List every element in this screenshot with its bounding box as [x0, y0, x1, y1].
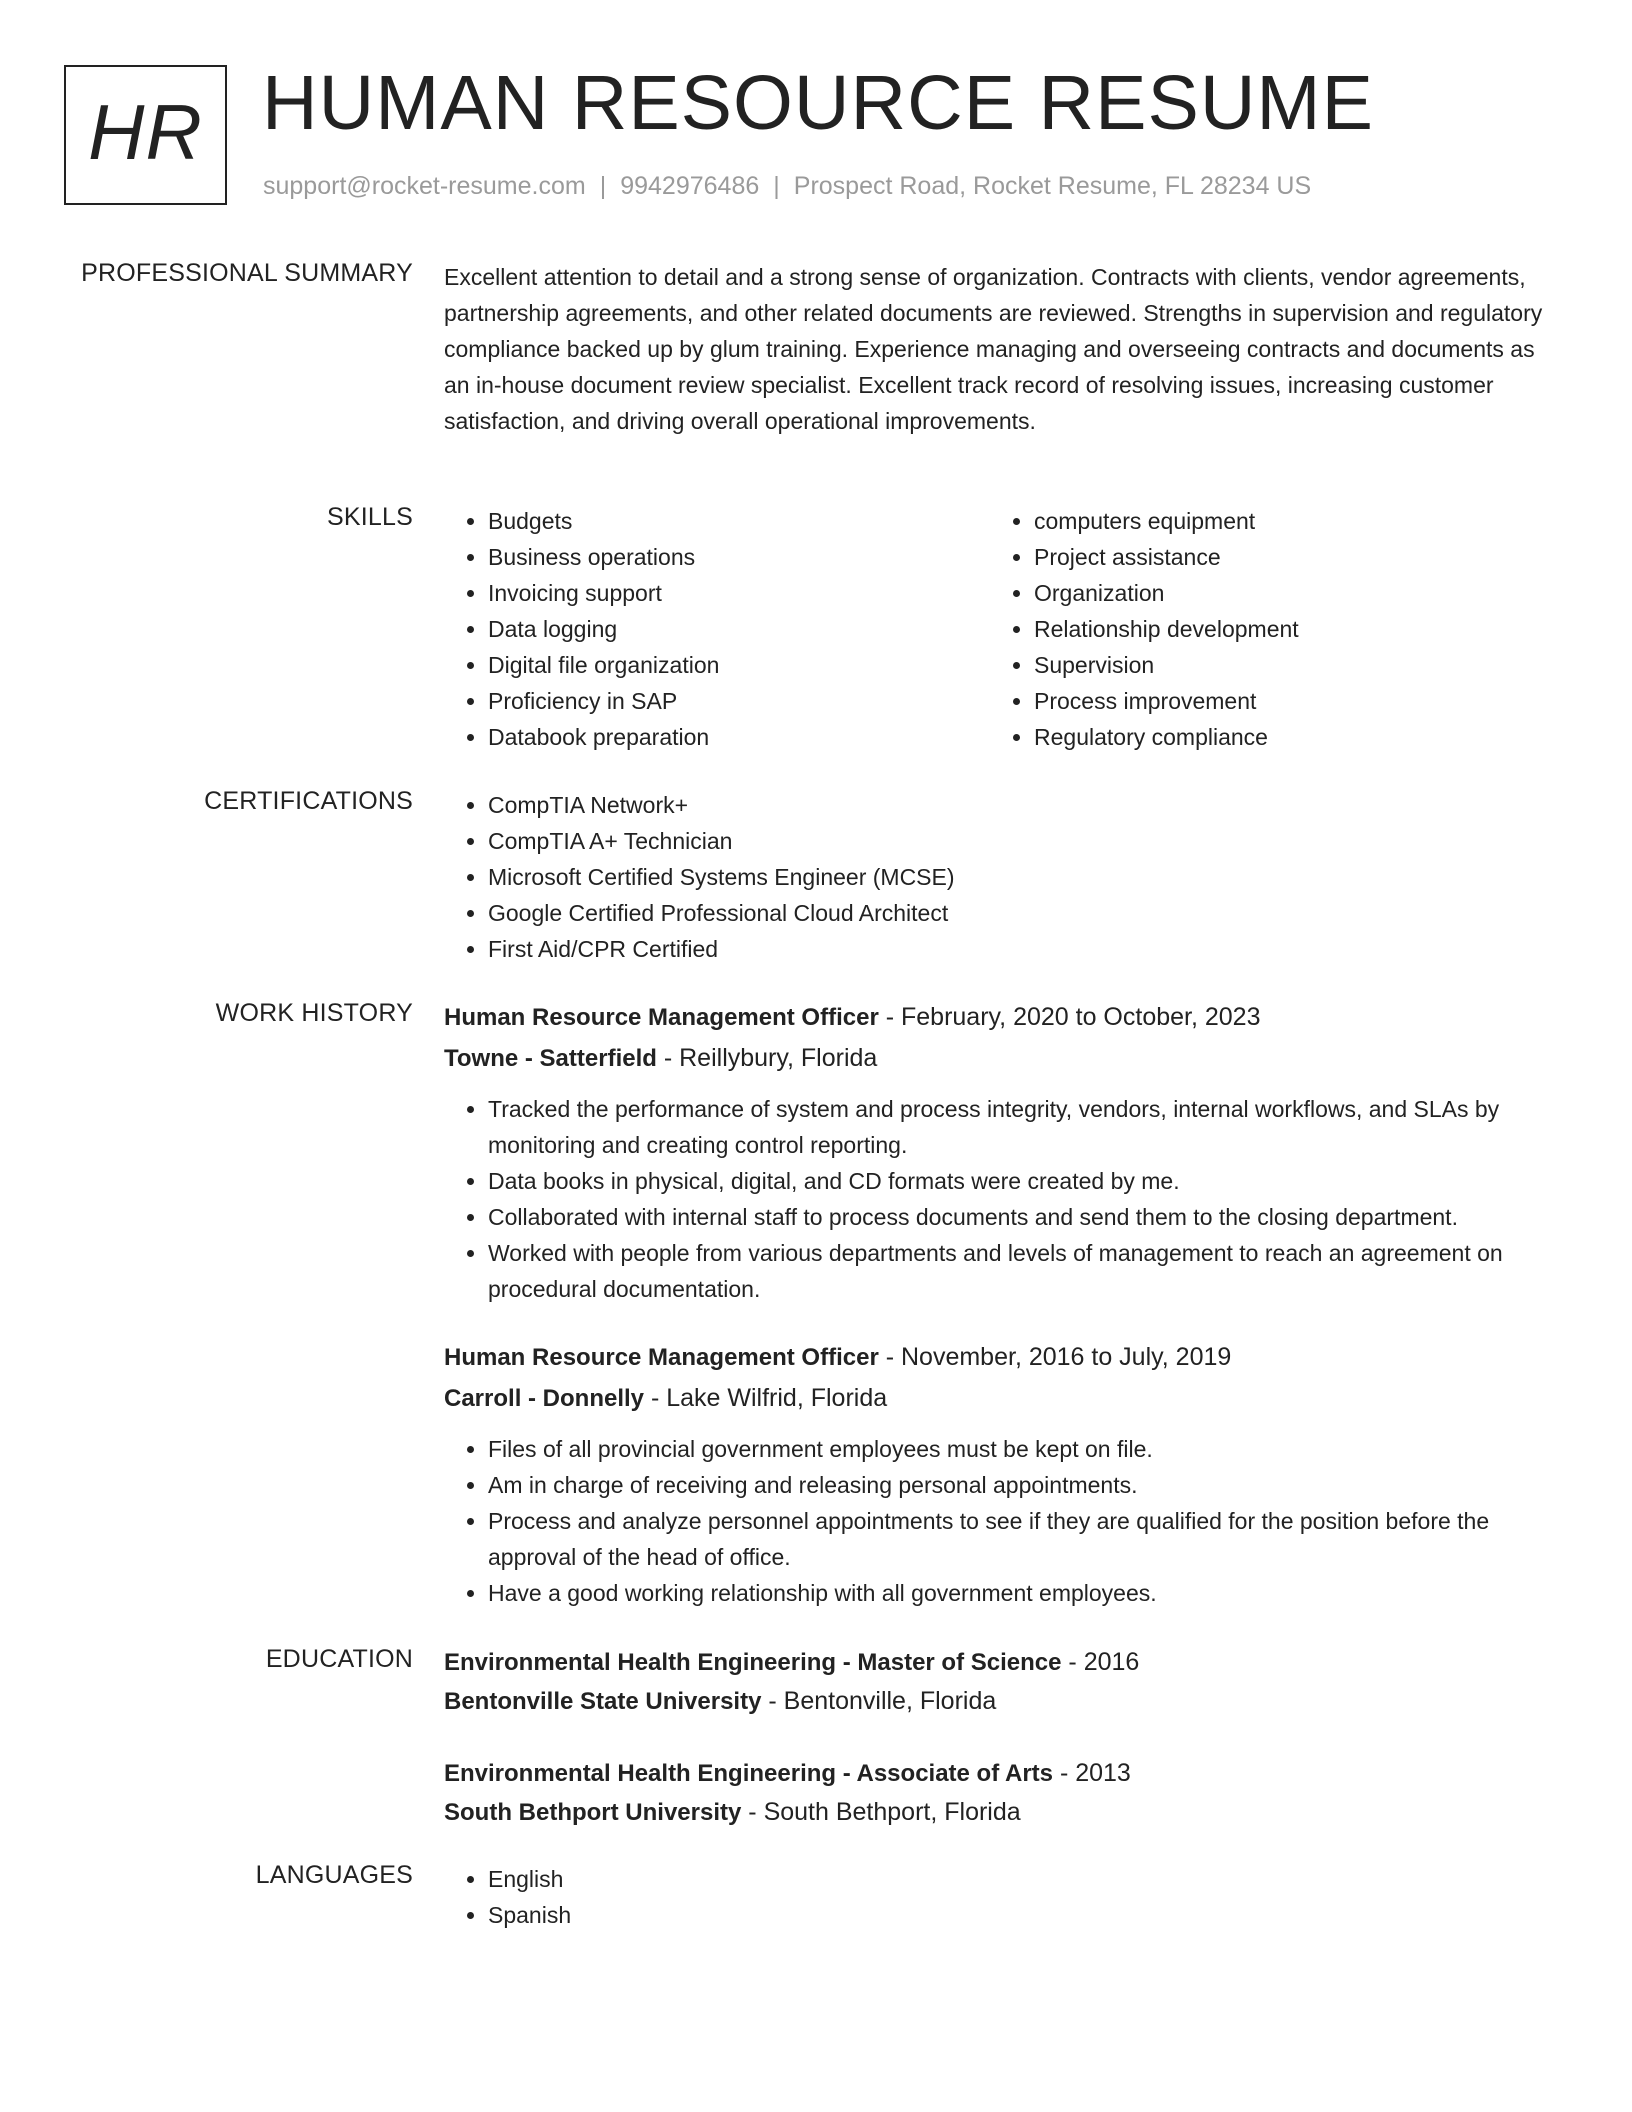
education-year: - 2013 — [1053, 1759, 1131, 1787]
list-item: • Invoicing support — [488, 575, 990, 611]
list-item: • Data books in physical, digital, and CD formats were created by me. — [488, 1163, 1544, 1199]
job-company: Carroll - Donnelly — [444, 1385, 645, 1412]
section-label-skills: SKILLS — [327, 503, 413, 531]
summary-text: Excellent attention to detail and a strong sense of organization. Contracts with clients, vendor agreements, partnership agreements, and other related documents are reviewed. Strengths in supervision and regulatory compliance backed up by glum training. Experience managing and overseeing contracts and documents as an in-house document review specialist. Excellent track record of resolving issues, increasing customer satisfaction, and driving overall operational improvements. — [444, 264, 1543, 434]
list-item: • Files of all provincial government employees must be kept on file. — [488, 1431, 1544, 1467]
certifications-body — [444, 787, 1544, 967]
education-degree-line — [444, 1754, 1544, 1793]
resume-name: HUMAN RESOURCE RESUME — [262, 60, 1374, 146]
skills-list-right — [990, 503, 1536, 755]
job-bullets — [444, 1091, 1544, 1307]
list-item: • CompTIA A+ Technician — [488, 823, 1544, 859]
languages-body — [444, 1861, 1544, 1933]
list-item: • Budgets — [488, 503, 990, 539]
contact-email[interactable]: support@rocket-resume.com — [263, 172, 586, 200]
section-label-summary: PROFESSIONAL SUMMARY — [81, 259, 413, 287]
job-entry — [444, 1337, 1544, 1611]
list-item: • Regulatory compliance — [1034, 719, 1536, 755]
job-dates: - February, 2020 to October, 2023 — [878, 1003, 1261, 1031]
list-item: • Collaborated with internal staff to process documents and send them to the closing department. — [488, 1199, 1544, 1235]
job-company-line — [444, 1038, 1544, 1079]
job-company-line — [444, 1378, 1544, 1419]
list-item: • Process improvement — [1034, 683, 1536, 719]
list-item: • Supervision — [1034, 647, 1536, 683]
list-item: • Proficiency in SAP — [488, 683, 990, 719]
section-label-education: EDUCATION — [265, 1645, 413, 1673]
contact-separator: | — [773, 172, 780, 200]
education-body — [444, 1643, 1544, 1832]
list-item: • Project assistance — [1034, 539, 1536, 575]
education-school-line — [444, 1682, 1544, 1721]
education-degree-line — [444, 1643, 1544, 1682]
job-location: - Reillybury, Florida — [656, 1044, 878, 1072]
contact-separator: | — [599, 172, 607, 200]
job-title: Human Resource Management Officer — [444, 1004, 879, 1031]
job-company: Towne - Satterfield — [444, 1045, 657, 1072]
education-school: South Bethport University — [444, 1799, 742, 1826]
list-item: • English — [488, 1861, 1544, 1897]
monogram-box — [64, 65, 227, 205]
job-bullet-list — [444, 1091, 1544, 1307]
list-item: • Process and analyze personnel appointments to see if they are qualified for the position before the approval of the head of office. — [488, 1503, 1544, 1575]
education-degree: Environmental Health Engineering - Associate of Arts — [444, 1760, 1053, 1787]
list-item: • Tracked the performance of system and process integrity, vendors, internal workflows, and SLAs by monitoring and creating control reporting. — [488, 1091, 1544, 1163]
list-item: • Spanish — [488, 1897, 1544, 1933]
job-bullet-list — [444, 1431, 1544, 1611]
job-entry — [444, 997, 1544, 1307]
education-entry — [444, 1643, 1544, 1721]
education-location: - Bentonville, Florida — [761, 1687, 997, 1715]
languages-list — [444, 1861, 1544, 1933]
education-year: - 2016 — [1061, 1648, 1140, 1676]
list-item: • Microsoft Certified Systems Engineer (MCSE) — [488, 859, 1544, 895]
skills-list-left — [444, 503, 990, 755]
list-item: • Relationship development — [1034, 611, 1536, 647]
certifications-list — [444, 787, 1544, 967]
job-location: - Lake Wilfrid, Florida — [644, 1384, 888, 1412]
skills-body — [444, 503, 1544, 755]
job-title-line — [444, 1337, 1544, 1378]
job-bullets — [444, 1431, 1544, 1611]
list-item: • Databook preparation — [488, 719, 990, 755]
list-item: • Google Certified Professional Cloud Architect — [488, 895, 1544, 931]
education-entry — [444, 1754, 1544, 1832]
section-label-work-history: WORK HISTORY — [215, 999, 413, 1027]
contact-address: Prospect Road, Rocket Resume, FL 28234 US — [793, 172, 1312, 200]
summary-body — [444, 259, 1544, 439]
list-item: • Have a good working relationship with all government employees. — [488, 1575, 1544, 1611]
section-label-certifications: CERTIFICATIONS — [204, 787, 413, 815]
job-dates: - November, 2016 to July, 2019 — [878, 1343, 1232, 1371]
list-item: • Digital file organization — [488, 647, 990, 683]
monogram-text: HR — [88, 87, 203, 176]
list-item: • First Aid/CPR Certified — [488, 931, 1544, 967]
list-item: • Data logging — [488, 611, 990, 647]
education-school-line — [444, 1793, 1544, 1832]
list-item: • computers equipment — [1034, 503, 1536, 539]
job-title-line — [444, 997, 1544, 1038]
education-degree: Environmental Health Engineering - Master of Science — [444, 1649, 1062, 1676]
education-school: Bentonville State University — [444, 1688, 762, 1715]
work-history-body — [444, 997, 1544, 1611]
list-item: • Organization — [1034, 575, 1536, 611]
contact-line — [263, 172, 1311, 201]
list-item: • Worked with people from various departments and levels of management to reach an agreement on procedural documentation. — [488, 1235, 1544, 1307]
list-item: • Am in charge of receiving and releasing personal appointments. — [488, 1467, 1544, 1503]
education-location: - South Bethport, Florida — [741, 1798, 1021, 1826]
contact-phone[interactable]: 9942976486 — [620, 172, 760, 200]
list-item: • CompTIA Network+ — [488, 787, 1544, 823]
list-item: • Business operations — [488, 539, 990, 575]
job-title: Human Resource Management Officer — [444, 1344, 879, 1371]
section-label-languages: LANGUAGES — [255, 1861, 413, 1889]
skills-columns — [444, 503, 1544, 755]
